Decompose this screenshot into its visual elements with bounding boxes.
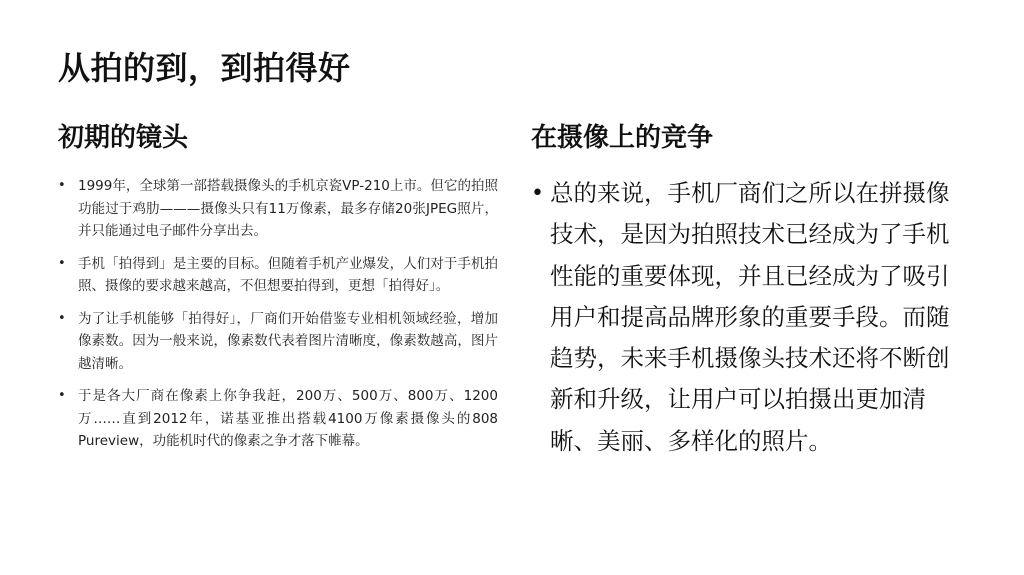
bullet-icon: •: [58, 255, 66, 271]
list-item: [58, 253, 498, 298]
bullet-icon: •: [58, 178, 66, 193]
list-item: [58, 385, 498, 453]
list-item-text: 总的来说，手机厂商们之所以在拼摄像技术，是因为拍照技术已经成为了手机性能的重要体现，并且已经成为了吸引用户和提高品牌形象的重要手段。而随趋势，未来手机摄像头技术还将不断创新和升级，让用户可以拍摄出更加清晰、美丽、多样化的照片。: [550, 179, 950, 455]
list-item-text: 为了让手机能够「拍得好」，厂商们开始借鉴专业相机领域经验，增加像素数。因为一般来说，像素数代表着图片清晰度，像素数越高，图片越清晰。: [78, 310, 498, 372]
list-item: [531, 173, 971, 462]
list-item-text: 于是各大厂商在像素上你争我赶，200万、500万、800万、1200万……直到2012年，诺基亚推出搭载4100万像素摄像头的808 Pureview，功能机时代的像素之争才落下帷幕。: [78, 388, 498, 449]
right-bullet-list: [531, 173, 971, 462]
left-bullet-list: [58, 175, 498, 463]
bullet-icon: •: [58, 388, 66, 403]
list-item-text: 1999年，全球第一部搭载摄像头的手机京瓷VP-210上市。但它的拍照功能过于鸡肋———摄像头只有11万像素，最多存储20张JPEG照片，并只能通过电子邮件分享出去。: [78, 178, 498, 239]
list-item: [58, 308, 498, 376]
bullet-icon: •: [531, 181, 544, 206]
list-item-text: 手机「拍得到」是主要的目标。但随着手机产业爆发，人们对于手机拍照、摄像的要求越来越高，不但想要拍得到，更想「拍得好」。: [78, 255, 498, 294]
left-column-heading: 初期的镜头: [58, 123, 189, 153]
slide-title: 从拍的到，到拍得好: [58, 49, 351, 87]
bullet-icon: •: [58, 310, 66, 326]
right-column-heading: 在摄像上的竞争: [531, 123, 714, 153]
list-item: [58, 175, 498, 243]
